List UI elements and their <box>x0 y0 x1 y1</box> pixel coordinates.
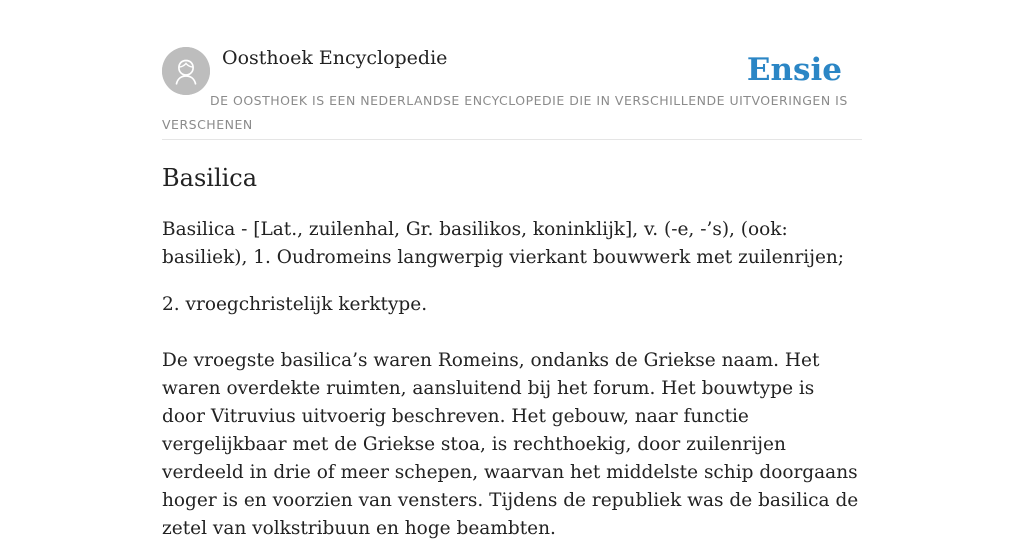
article-paragraph-3: De vroegste basilica’s waren Romeins, ondanks de Griekse naam. Het waren overdekte ruimten, aansluitend bij het forum. Het bouwtype is door Vitruvius uitvoerig beschreven. Het gebouw, naar functie vergelijkbaar met de Griekse stoa, is rechthoekig, door zuilenrijen verdeeld in drie of meer schepen, waarvan het middelste schip doorgaans hoger is en voorzien van vensters. Tijdens de republiek was de basilica de zetel van volkstribuun en hoge beambten. <box>162 350 859 539</box>
article-title: Basilica <box>162 164 258 192</box>
article-paragraph-2: 2. vroegchristelijk kerktype. <box>162 294 428 315</box>
content-container <box>162 0 862 539</box>
source-description: DE OOSTHOEK IS EEN NEDERLANDSE ENCYCLOPEDIE DIE IN VERSCHILLENDE UITVOERINGEN IS VERSCHENEN <box>162 93 848 132</box>
source-header <box>162 0 862 140</box>
user-icon <box>162 47 210 95</box>
source-avatar[interactable] <box>162 47 210 95</box>
article-paragraph-1: Basilica - [Lat., zuilenhal, Gr. basilikos, koninklijk], v. (-e, -’s), (ook: basiliek), 1. Oudromeins langwerpig vierkant bouwwerk met zuilenrijen; <box>162 219 845 268</box>
source-name-link[interactable]: Oosthoek Encyclopedie <box>222 47 448 69</box>
ensie-logo[interactable]: Ensie <box>746 52 842 88</box>
